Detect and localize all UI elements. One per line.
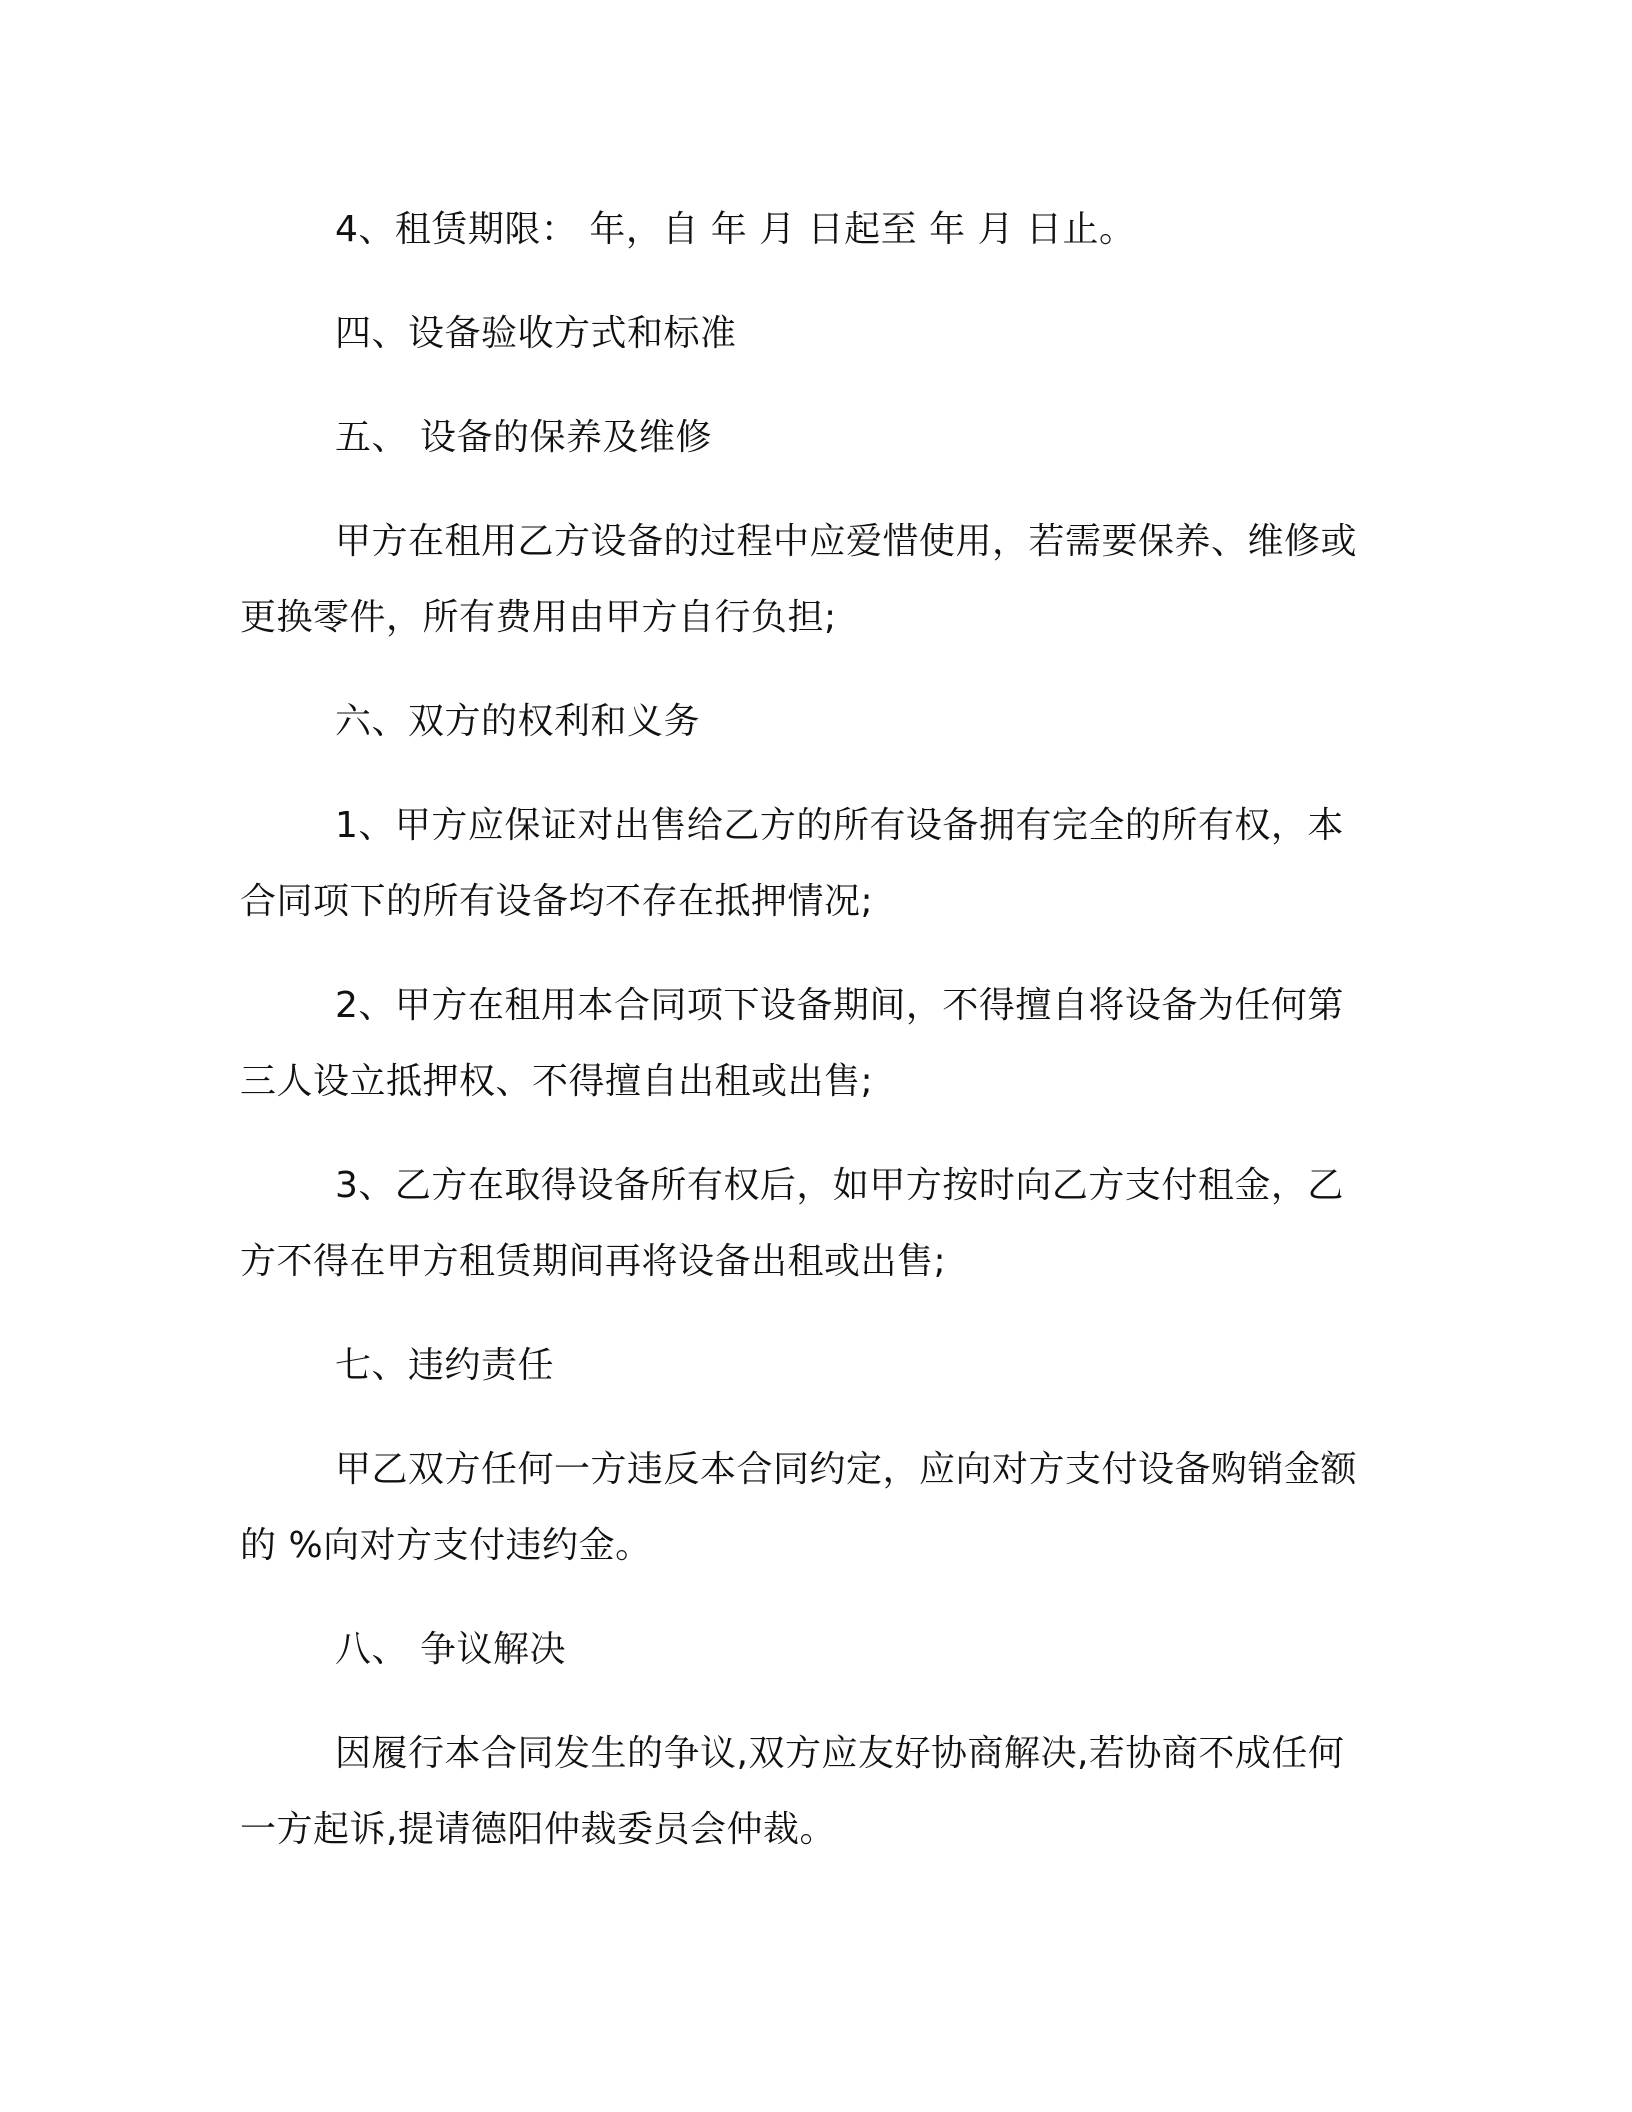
section-heading-dispute: 八、 争议解决 (335, 1629, 566, 1670)
section-heading-rights: 六、双方的权利和义务 (335, 701, 701, 742)
section-heading-breach: 七、违约责任 (335, 1345, 555, 1386)
rights-clause-3: 3、乙方在取得设备所有权后，如甲方按时向乙方支付租金，乙方不得在甲方租赁期间再将设备出租或出售; (240, 1165, 1344, 1282)
dispute-paragraph: 因履行本合同发生的争议,双方应友好协商解决,若协商不成任何一方起诉,提请德阳仲裁委员会仲裁。 (240, 1733, 1345, 1850)
rights-clause-1: 1、甲方应保证对出售给乙方的所有设备拥有完全的所有权，本合同项下的所有设备均不存在抵押情况; (240, 805, 1344, 922)
lease-term-clause: 4、租赁期限： 年，自 年 月 日起至 年 月 日止。 (335, 209, 1136, 250)
section-heading-maintenance: 五、 设备的保养及维修 (335, 417, 712, 458)
document-body (240, 192, 1380, 1868)
breach-paragraph: 甲乙双方任何一方违反本合同约定，应向对方支付设备购销金额的 %向对方支付违约金。 (240, 1449, 1358, 1566)
maintenance-paragraph: 甲方在租用乙方设备的过程中应爱惜使用，若需要保养、维修或更换零件，所有费用由甲方自行负担; (240, 521, 1358, 638)
section-heading-acceptance: 四、设备验收方式和标准 (335, 313, 737, 354)
rights-clause-2: 2、甲方在租用本合同项下设备期间，不得擅自将设备为任何第三人设立抵押权、不得擅自出租或出售; (240, 985, 1344, 1102)
